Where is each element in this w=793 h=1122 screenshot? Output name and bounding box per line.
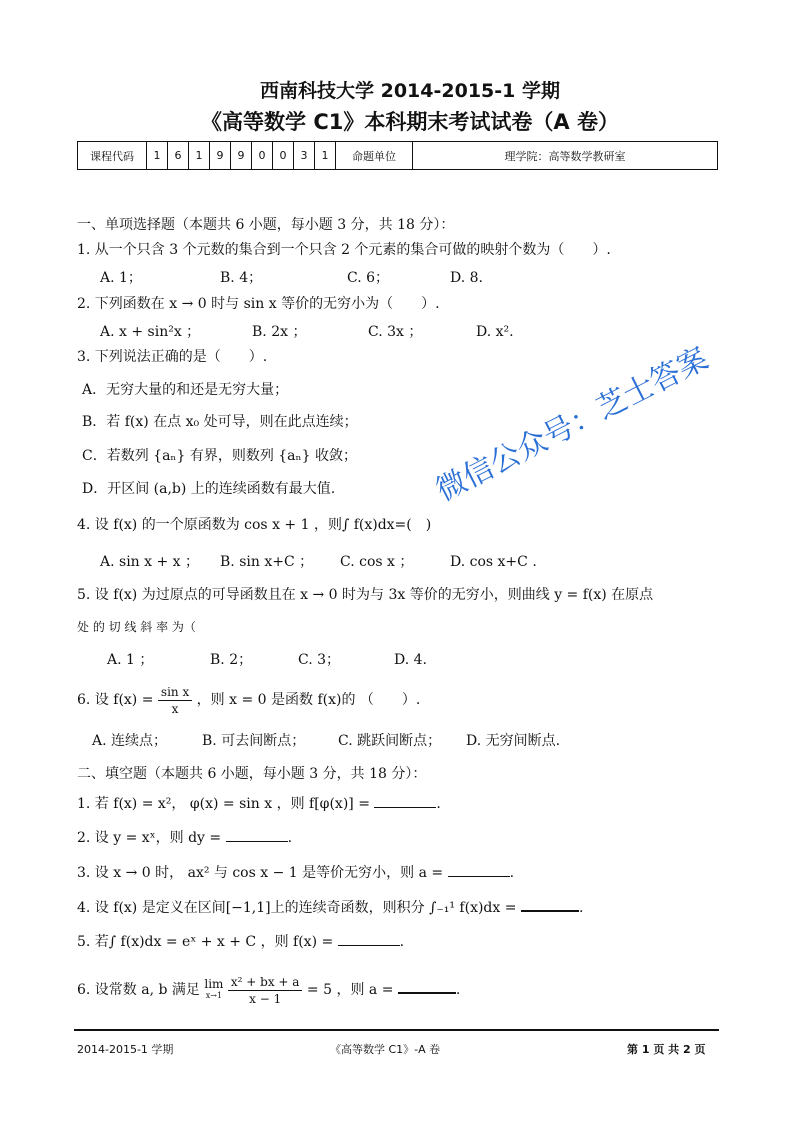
q6-fraction [158,684,192,717]
fill-q6 [77,972,460,1008]
answer-blank[interactable] [374,793,436,808]
fill-q2-text: 2. 设 y = xˣ，则 dy = [77,830,222,846]
section2-heading: 二、填空题（本题共 6 小题，每小题 3 分，共 18 分）： [77,766,427,782]
watermark: 微信公众号：芝士答案 [430,341,714,509]
q6-stem-post: ，则 x = 0 是函数 f(x)的 （ ）. [196,692,421,708]
course-code-label: 课程代码 [78,142,147,170]
period: . [578,900,584,916]
q6-option-c: C. 跳跃间断点； [338,733,442,749]
q5-stem-continued: 处 的 切 线 斜 率 为（ [77,620,196,634]
fill-q5-text: 5. 若∫ f(x)dx = eˣ + x + C ，则 f(x) = [77,934,334,950]
code-digit: 0 [252,142,273,170]
exam-title: 《高等数学 C1》本科期末考试试卷（A 卷） [201,110,619,134]
fill-q6-text-post: = 5 ，则 a = [306,982,394,998]
q4-option-d: D. cos x+C . [450,554,537,570]
q1-option-b: B. 4； [220,270,263,286]
fill-q4 [77,896,583,917]
footer-divider [74,1029,719,1031]
fraction-denominator: x [171,701,179,716]
fraction-numerator: x² + bx + a [228,974,303,991]
fraction-denominator: x − 1 [249,991,282,1006]
fill-q3-text: 3. 设 x → 0 时， ax² 与 cos x − 1 是等价无穷小，则 a = [77,865,444,881]
code-digit: 6 [168,142,189,170]
period: . [287,830,293,846]
fill-q5 [77,931,404,951]
q2-option-d: D. x². [476,324,514,340]
q3-option-b: B．若 f(x) 在点 x₀ 处可导，则在此点连续； [82,414,358,430]
q1-option-a: A. 1； [100,270,142,286]
q1-option-c: C. 6； [347,270,390,286]
q4-option-b: B. sin x+C ； [220,554,314,570]
q4-option-a: A. sin x + x ； [100,554,200,570]
footer-page-number: 第 1 页 共 2 页 [627,1043,706,1056]
fill-q1 [77,793,441,813]
q6-option-d: D. 无穷间断点. [466,733,561,749]
code-digit: 9 [210,142,231,170]
lim-subscript: x→1 [205,991,223,1000]
q3-option-d: D．开区间 (a,b) 上的连续函数有最大值. [82,481,336,497]
fraction-numerator: sin x [158,684,192,701]
code-digit: 1 [189,142,210,170]
fill-q2 [77,827,292,847]
course-info-table [77,141,718,170]
answer-blank[interactable] [398,978,456,994]
q3-option-a: A．无穷大量的和还是无穷大量； [82,382,289,398]
answer-blank[interactable] [448,862,510,877]
code-digit: 3 [294,142,315,170]
fill-q3 [77,862,514,882]
q4-option-c: C. cos x ； [340,554,414,570]
answer-blank[interactable] [226,827,288,842]
q6-option-a: A. 连续点； [92,733,168,749]
q1-option-d: D. 8. [450,270,483,286]
q2-option-c: C. 3x ； [368,324,423,340]
q4-stem: 4. 设 f(x) 的一个原函数为 cos x + 1 ，则∫ f(x)dx=( ) [77,517,432,533]
fill-q1-text: 1. 若 f(x) = x²， φ(x) = sin x ，则 f[φ(x)] = [77,796,370,812]
q3-stem: 3. 下列说法正确的是（ ）. [77,349,268,365]
answer-blank[interactable] [521,896,579,912]
university-term-title: 西南科技大学 2014-2015-1 学期 [260,80,560,102]
q5-option-c: C. 3； [298,652,341,668]
answer-blank[interactable] [338,931,400,946]
code-digit: 0 [273,142,294,170]
fill-q6-fraction [228,974,303,1007]
unit-label: 命题单位 [336,142,413,170]
footer-term: 2014-2015-1 学期 [77,1043,174,1056]
q6-option-b: B. 可去间断点； [202,733,306,749]
fill-q4-text: 4. 设 f(x) 是定义在区间[−1,1]上的连续奇函数，则积分 ∫₋₁¹ f(x)dx = [77,900,517,916]
q2-option-a: A. x + sin²x ； [100,324,201,340]
q2-stem: 2. 下列函数在 x → 0 时与 sin x 等价的无穷小为（ ）. [77,296,440,312]
fill-q6-text-pre: 6. 设常数 a, b 满足 [77,982,200,998]
limit-operator [204,978,223,1002]
code-digit: 1 [147,142,168,170]
footer-course: 《高等数学 C1》-A 卷 [330,1043,441,1056]
period: . [399,934,405,950]
period: . [436,796,441,812]
code-digit: 1 [315,142,336,170]
lim-label: lim [204,977,224,991]
q3-option-c: C．若数列 {aₙ} 有界，则数列 {aₙ} 收敛； [82,448,357,464]
q2-option-b: B. 2x ； [252,324,307,340]
q6-stem [77,682,420,718]
period: . [509,865,515,881]
q5-stem: 5. 设 f(x) 为过原点的可导函数且在 x → 0 时为与 3x 等价的无穷小，则曲线 y = f(x) 在原点 [77,587,654,603]
q5-option-b: B. 2； [210,652,253,668]
section1-heading: 一、单项选择题（本题共 6 小题，每小题 3 分，共 18 分）： [77,217,455,233]
q1-stem: 1. 从一个只含 3 个元数的集合到一个只含 2 个元素的集合可做的映射个数为（ ）. [77,242,611,258]
q6-stem-pre: 6. 设 f(x) = [77,692,154,708]
period: . [455,982,461,998]
q5-option-d: D. 4. [394,652,427,668]
code-digit: 9 [231,142,252,170]
unit-value: 理学院：高等数学教研室 [413,142,718,170]
q5-option-a: A. 1 ； [107,652,154,668]
